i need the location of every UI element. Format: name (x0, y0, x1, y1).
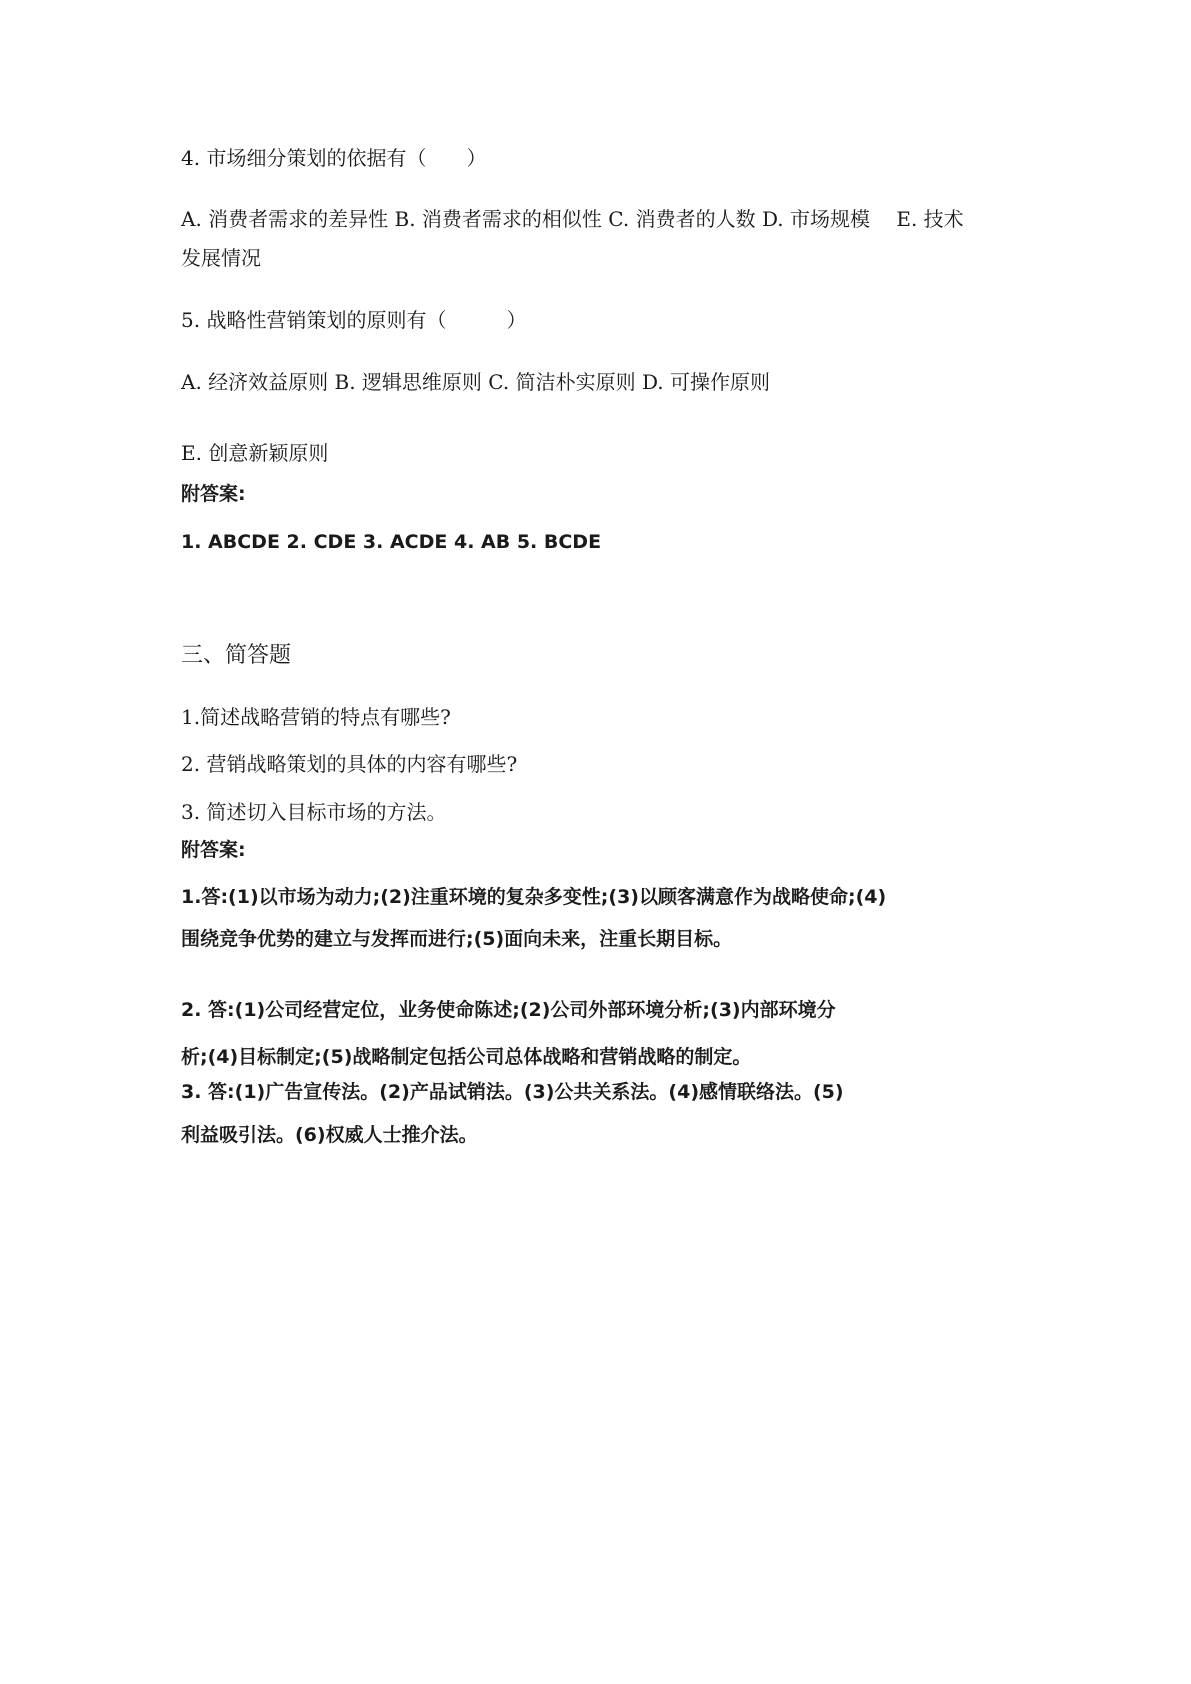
section-heading: 三、简答题 (181, 643, 292, 668)
question-5-options-cont: E. 创意新颖原则 (181, 441, 329, 465)
question-4-stem: 4. 市场细分策划的依据有（ ） (181, 146, 487, 170)
question-4-options-cont: 发展情况 (181, 246, 261, 270)
answer-key-line: 1. ABCDE 2. CDE 3. ACDE 4. AB 5. BCDE (181, 531, 602, 553)
question-5-options: A. 经济效益原则 B. 逻辑思维原则 C. 简洁朴实原则 D. 可操作原则 (181, 370, 770, 394)
short-question-3: 3. 简述切入目标市场的方法。 (181, 800, 447, 824)
question-5-stem: 5. 战略性营销策划的原则有（ ） (181, 308, 527, 332)
short-question-2: 2. 营销战略策划的具体的内容有哪些? (181, 752, 518, 776)
answer-2-line-1: 2. 答:(1)公司经营定位，业务使命陈述;(2)公司外部环境分析;(3)内部环境分 (181, 999, 836, 1021)
short-question-1: 1.简述战略营销的特点有哪些? (181, 705, 451, 729)
answer-2-line-2: 析;(4)目标制定;(5)战略制定包括公司总体战略和营销战略的制定。 (181, 1046, 752, 1068)
answer-1-line-2: 围绕竞争优势的建立与发挥而进行;(5)面向未来，注重长期目标。 (181, 928, 733, 950)
answer-3-line-1: 3. 答:(1)广告宣传法。(2)产品试销法。(3)公共关系法。(4)感情联络法。(5) (181, 1081, 844, 1103)
answer-label: 附答案: (181, 483, 246, 505)
question-4-options: A. 消费者需求的差异性 B. 消费者需求的相似性 C. 消费者的人数 D. 市场规模 E. 技术 (181, 207, 964, 231)
answer-1-line-1: 1.答:(1)以市场为动力;(2)注重环境的复杂多变性;(3)以顾客满意作为战略使命;(4) (181, 886, 887, 908)
answer-label: 附答案: (181, 839, 246, 861)
answer-3-line-2: 利益吸引法。(6)权威人士推介法。 (181, 1124, 478, 1146)
